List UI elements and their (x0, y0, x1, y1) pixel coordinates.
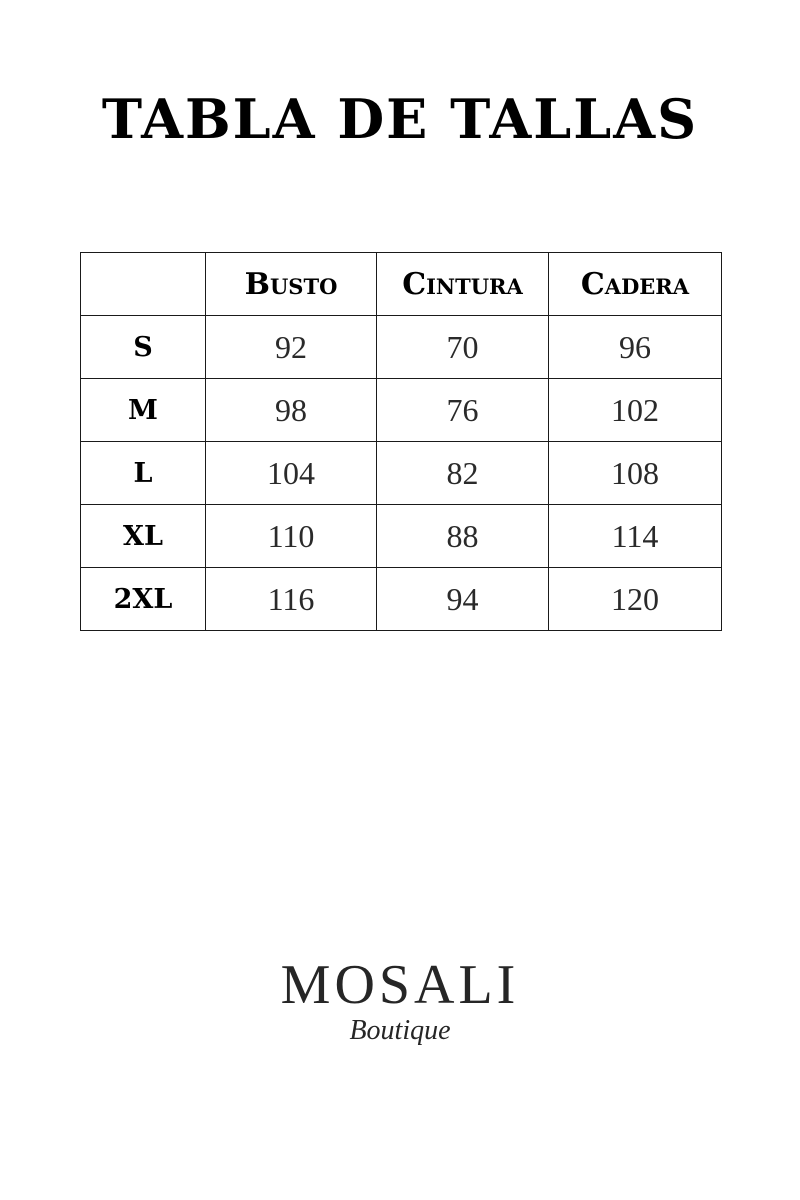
cadera-value: 108 (549, 442, 722, 505)
cintura-value: 70 (377, 316, 549, 379)
size-chart-table (80, 252, 722, 631)
busto-value: 116 (206, 568, 377, 631)
size-label: L (81, 442, 206, 505)
table-row (81, 505, 722, 568)
size-label: M (81, 379, 206, 442)
table-row (81, 379, 722, 442)
size-label: XL (81, 505, 206, 568)
header-corner-cell (81, 253, 206, 316)
brand-logo (0, 952, 800, 1048)
header-cintura: Cintura (377, 253, 549, 316)
table-row (81, 568, 722, 631)
cintura-value: 76 (377, 379, 549, 442)
cintura-value: 82 (377, 442, 549, 505)
cadera-value: 120 (549, 568, 722, 631)
cadera-value: 96 (549, 316, 722, 379)
header-busto: Busto (206, 253, 377, 316)
size-label: 2XL (81, 568, 206, 631)
cintura-value: 88 (377, 505, 549, 568)
busto-value: 104 (206, 442, 377, 505)
cintura-value: 94 (377, 568, 549, 631)
busto-value: 110 (206, 505, 377, 568)
brand-name: MOSALI (280, 954, 520, 1016)
brand-tagline: Boutique (349, 1015, 451, 1046)
size-label: S (81, 316, 206, 379)
busto-value: 98 (206, 379, 377, 442)
cadera-value: 114 (549, 505, 722, 568)
table-row (81, 316, 722, 379)
cadera-value: 102 (549, 379, 722, 442)
busto-value: 92 (206, 316, 377, 379)
table-row (81, 442, 722, 505)
table-header-row (81, 253, 722, 316)
header-cadera: Cadera (549, 253, 722, 316)
page-title: TABLA DE TALLAS (101, 87, 699, 151)
